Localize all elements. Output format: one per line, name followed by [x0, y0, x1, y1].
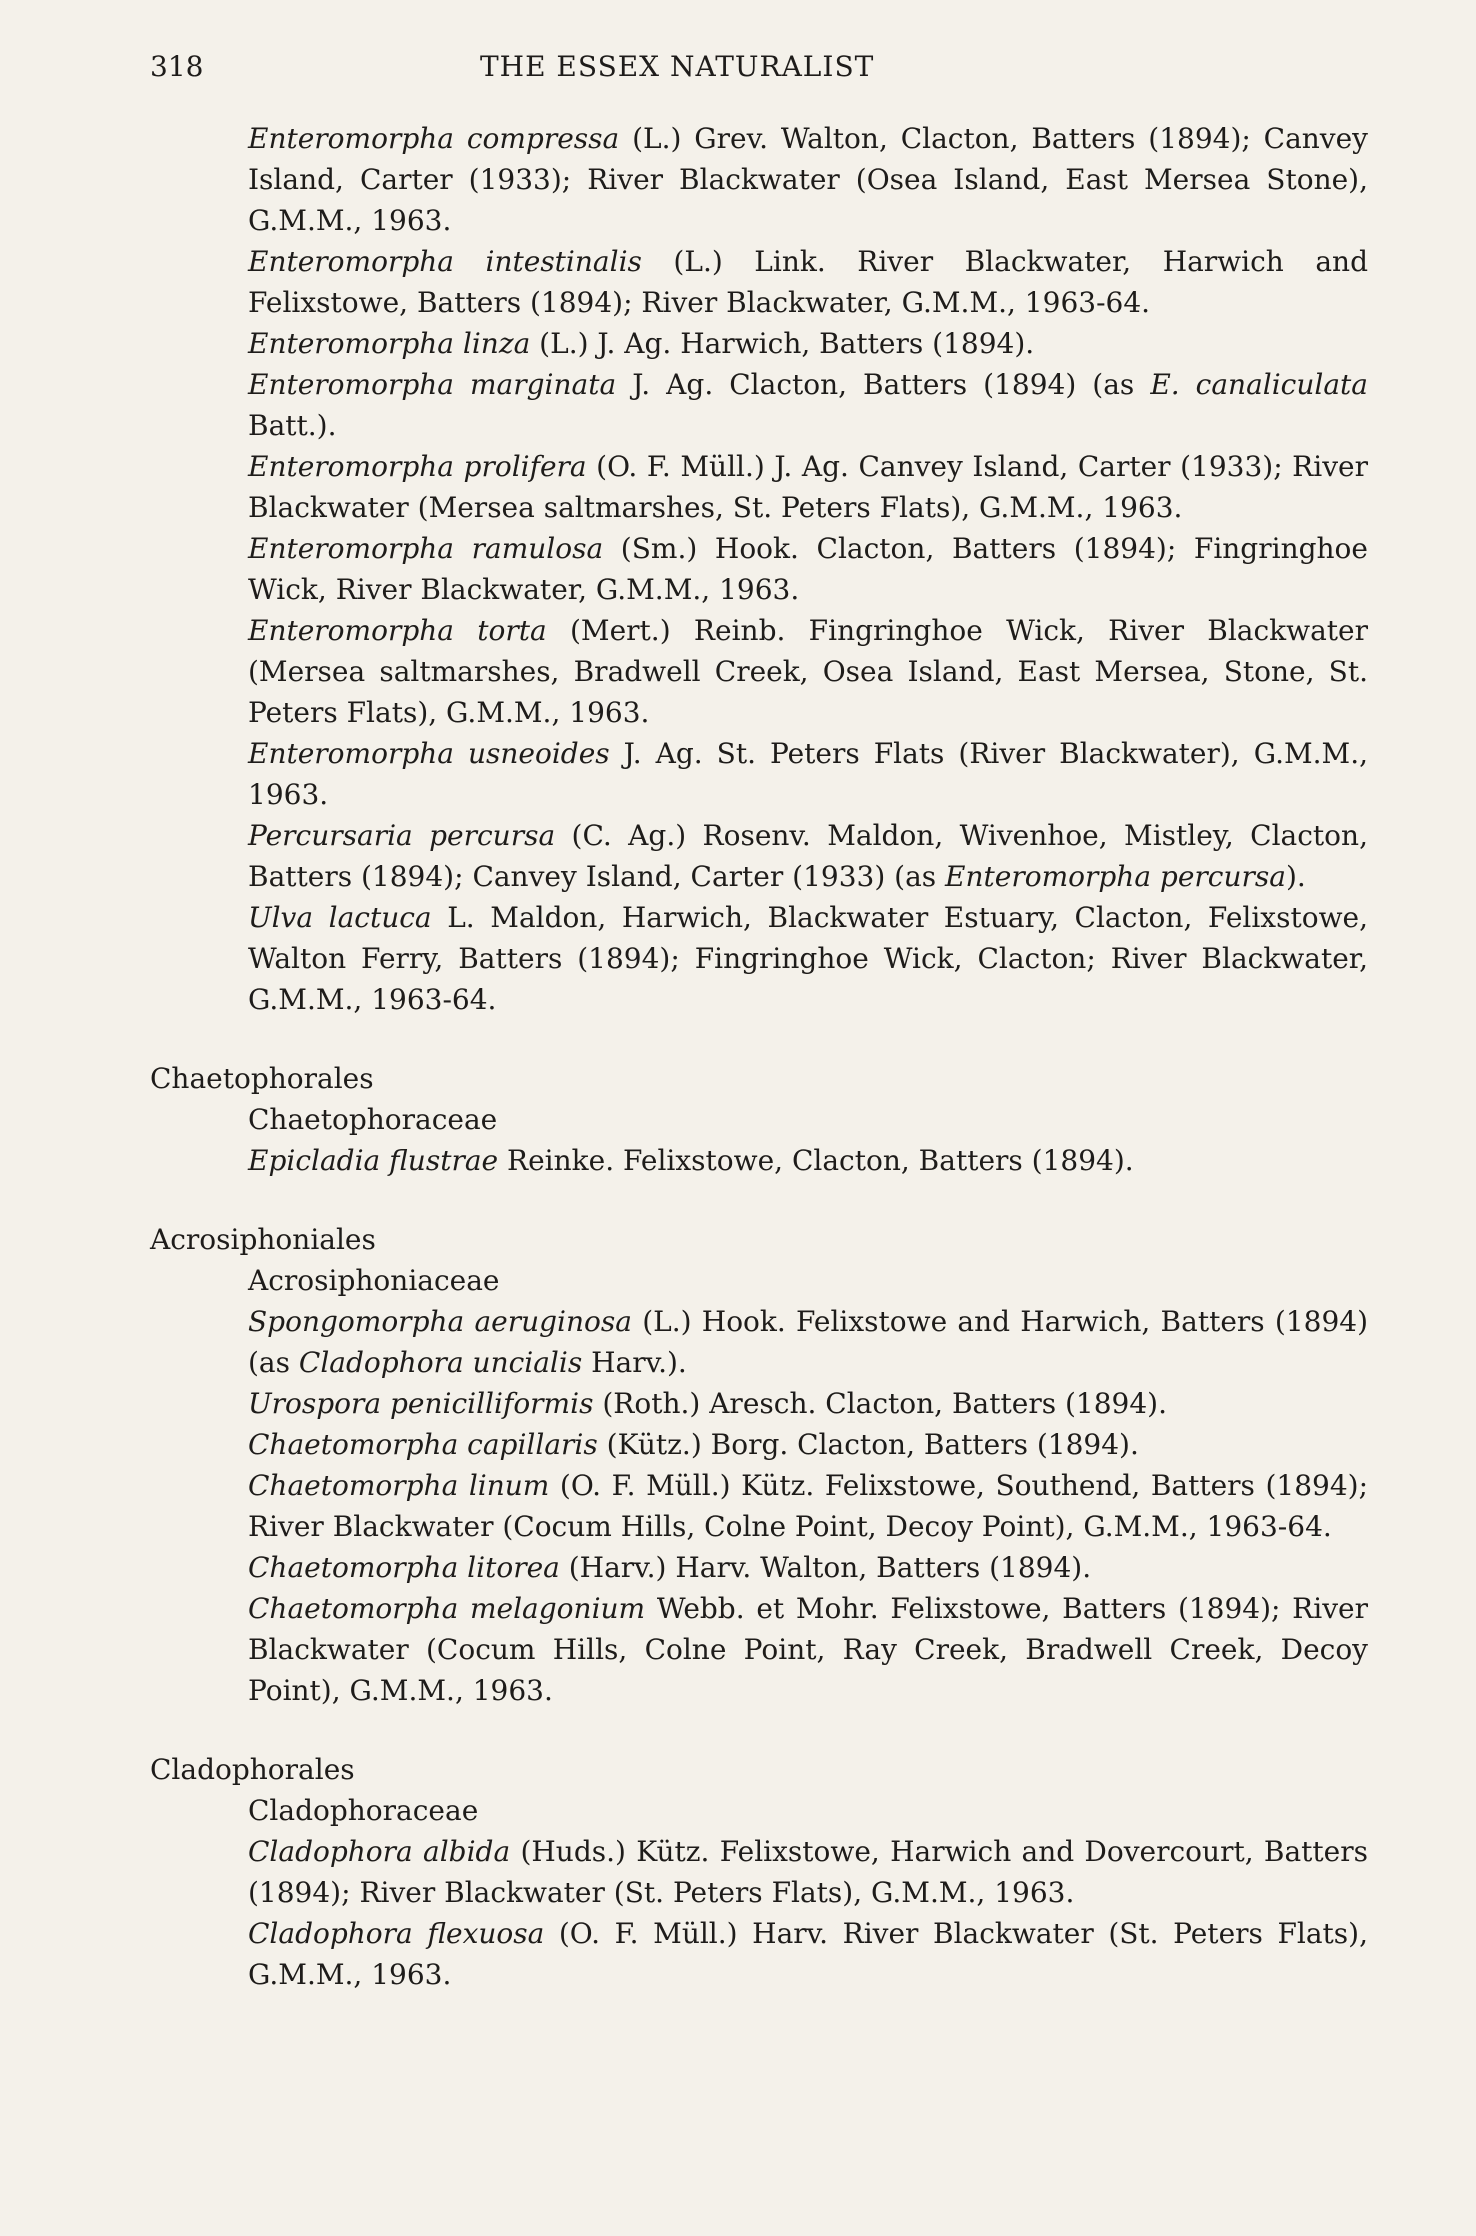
species-entry — [248, 528, 1368, 610]
entry-list — [150, 1831, 1368, 1995]
entry-text: (Roth.) Aresch. Clacton, Batters (1894). — [593, 1387, 1167, 1420]
entry-text: Reinke. Felixstowe, Clacton, Batters (1894). — [498, 1144, 1134, 1177]
entry-text: (L.) Link. River Blackwater, Harwich and Felixstowe, Batters (1894); River Blackwater, G.M.M., 1963-64. — [248, 245, 1368, 319]
order-cladophorales — [150, 1749, 1368, 1995]
species-name: Enteromorpha linza — [248, 327, 531, 360]
species-entry — [248, 815, 1368, 897]
species-name: Chaetomorpha capillaris — [248, 1428, 598, 1461]
synonym-name: E. canaliculata — [1150, 368, 1368, 401]
entry-text: (O. F. Müll.) J. Ag. Canvey Island, Carter (1933); River Blackwater (Mersea saltmarshes, St. Peters Flats), G.M.M., 1963. — [248, 450, 1368, 524]
species-entry — [248, 1140, 1368, 1181]
family-heading: Chaetophoraceae — [248, 1103, 498, 1136]
order-heading: Cladophorales — [150, 1753, 355, 1786]
species-entry — [248, 1301, 1368, 1383]
species-name: Enteromorpha ramulosa — [248, 532, 604, 565]
page-number: 318 — [150, 50, 204, 83]
entry-text: (Kütz.) Borg. Clacton, Batters (1894). — [597, 1428, 1139, 1461]
entry-text: (Sm.) Hook. Clacton, Batters (1894); Fingringhoe Wick, River Blackwater, G.M.M., 1963. — [248, 532, 1368, 606]
synonym-name: Enteromorpha percursa — [945, 860, 1286, 893]
order-acrosiphoniales — [150, 1219, 1368, 1711]
species-entry — [248, 446, 1368, 528]
entry-text: L. Maldon, Harwich, Blackwater Estuary, Clacton, Felixstowe, Walton Ferry, Batters (1894); Fingringhoe Wick, Clacton; River Blackwater, G.M.M., 1963-64. — [248, 901, 1368, 1016]
species-name: Enteromorpha intestinalis — [248, 245, 642, 278]
species-entry — [248, 241, 1368, 323]
page-header — [150, 50, 1356, 94]
running-title: THE ESSEX NATURALIST — [480, 50, 875, 83]
species-name: Epicladia flustrae — [248, 1144, 499, 1177]
species-entry — [248, 1547, 1368, 1588]
entry-text: J. Ag. Clacton, Batters (1894) (as — [616, 368, 1151, 401]
family-heading: Acrosiphoniaceae — [248, 1264, 500, 1297]
species-name: Spongomorpha aeruginosa — [248, 1305, 632, 1338]
species-entry — [248, 1913, 1368, 1995]
entry-text: (O. F. Müll.) Harv. River Blackwater (St. Peters Flats), G.M.M., 1963. — [248, 1917, 1368, 1991]
family-heading: Cladophoraceae — [248, 1794, 479, 1827]
species-name: Enteromorpha prolifera — [248, 450, 587, 483]
species-entry — [248, 1588, 1368, 1711]
species-entry — [248, 897, 1368, 1020]
order-heading: Acrosiphoniales — [150, 1223, 376, 1256]
species-name: Enteromorpha marginata — [248, 368, 617, 401]
species-name: Ulva lactuca — [248, 901, 432, 934]
species-name: Chaetomorpha linum — [248, 1469, 550, 1502]
entry-text: Webb. et Mohr. Felixstowe, Batters (1894); River Blackwater (Cocum Hills, Colne Point, Ray Creek, Bradwell Creek, Decoy Point), G.M.M., 1963. — [248, 1592, 1368, 1707]
species-entry — [248, 364, 1368, 446]
species-name: Percursaria percursa — [248, 819, 556, 852]
species-name: Enteromorpha compressa — [248, 122, 620, 155]
species-name: Urospora penicilliformis — [248, 1387, 594, 1420]
species-entry — [248, 323, 1368, 364]
species-name: Enteromorpha torta — [248, 614, 547, 647]
species-name: Cladophora flexuosa — [248, 1917, 545, 1950]
entry-text-tail: Harv.). — [582, 1346, 687, 1379]
entry-text: (Harv.) Harv. Walton, Batters (1894). — [559, 1551, 1092, 1584]
entry-text: (L.) Hook. Felixstowe and Harwich, Batters (1894) (as — [248, 1305, 1368, 1379]
entry-list — [150, 1140, 1368, 1181]
species-entry — [248, 1831, 1368, 1913]
page-body — [150, 118, 1368, 1995]
entry-text: J. Ag. St. Peters Flats (River Blackwater), G.M.M., 1963. — [248, 737, 1369, 811]
entry-list — [150, 1301, 1368, 1711]
entry-text-tail: ). — [1285, 860, 1306, 893]
species-entry — [248, 1465, 1368, 1547]
entry-text: (L.) Grev. Walton, Clacton, Batters (1894); Canvey Island, Carter (1933); River Blackwater (Osea Island, East Mersea Stone), G.M.M., 1963. — [248, 122, 1369, 237]
species-entry — [248, 1424, 1368, 1465]
entry-text: (O. F. Müll.) Kütz. Felixstowe, Southend, Batters (1894); River Blackwater (Cocum Hills, Colne Point, Decoy Point), G.M.M., 1963-64. — [248, 1469, 1369, 1543]
species-entry — [248, 610, 1368, 733]
entry-text: (Mert.) Reinb. Fingringhoe Wick, River Blackwater (Mersea saltmarshes, Bradwell Creek, Osea Island, East Mersea, Stone, St. Peters Flats), G.M.M., 1963. — [248, 614, 1368, 729]
order-chaetophorales — [150, 1058, 1368, 1181]
species-name: Enteromorpha usneoides — [248, 737, 610, 770]
order-heading: Chaetophorales — [150, 1062, 374, 1095]
species-entry — [248, 733, 1368, 815]
entry-text-tail: Batt.). — [248, 409, 337, 442]
top-entry-list — [150, 118, 1368, 1020]
entry-text: (C. Ag.) Rosenv. Maldon, Wivenhoe, Mistley, Clacton, Batters (1894); Canvey Island, Carter (1933) (as — [248, 819, 1368, 893]
entry-text: (L.) J. Ag. Harwich, Batters (1894). — [530, 327, 1035, 360]
species-name: Chaetomorpha litorea — [248, 1551, 560, 1584]
species-name: Chaetomorpha melagonium — [248, 1592, 646, 1625]
synonym-name: Cladophora uncialis — [298, 1346, 583, 1379]
species-entry — [248, 118, 1368, 241]
species-entry — [248, 1383, 1368, 1424]
species-name: Cladophora albida — [248, 1835, 511, 1868]
entry-text: (Huds.) Kütz. Felixstowe, Harwich and Dovercourt, Batters (1894); River Blackwater (St. Peters Flats), G.M.M., 1963. — [248, 1835, 1368, 1909]
